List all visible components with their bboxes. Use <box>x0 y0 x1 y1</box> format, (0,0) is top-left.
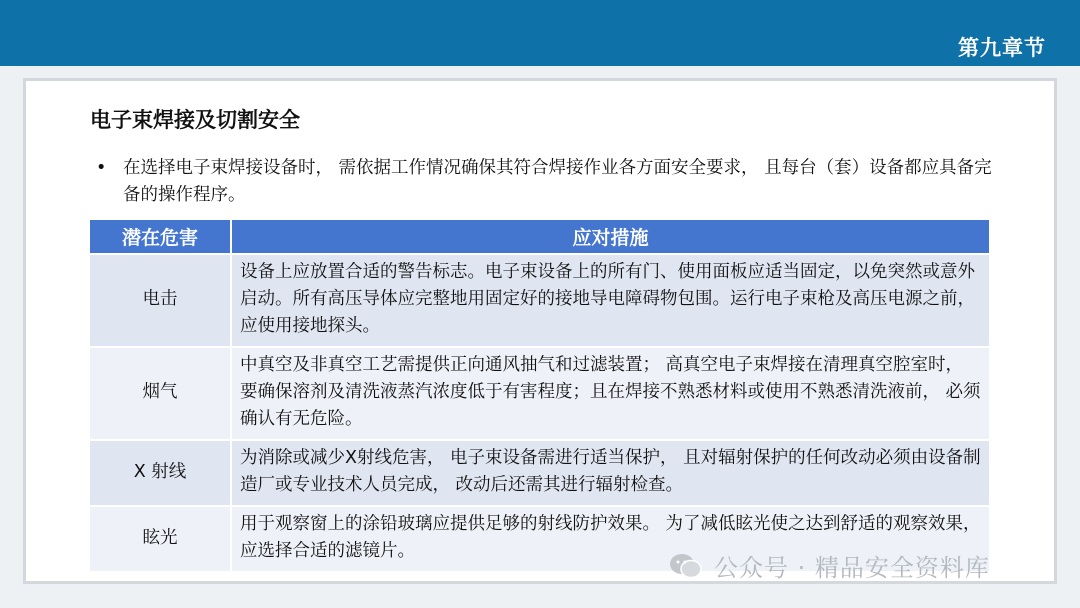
hazard-cell: 眩光 <box>90 507 230 571</box>
table-row <box>90 255 989 346</box>
slide-title: 电子束焊接及切割安全 <box>90 108 300 132</box>
wechat-icon <box>668 552 704 580</box>
header-hazard: 潜在危害 <box>90 220 230 253</box>
hazard-cell: 烟气 <box>90 348 230 439</box>
hazard-cell: 电击 <box>90 255 230 346</box>
bullet-dot-icon: • <box>96 158 107 178</box>
table-row <box>90 348 989 439</box>
chapter-label: 第九章节 <box>958 36 1046 60</box>
measure-cell: 设备上应放置合适的警告标志。电子束设备上的所有门、使用面板应适当固定，以免突然或意外启动。所有高压导体应完整地用固定好的接地导电障碍物包围。运行电子束枪及高压电源之前， 应使用接地探头。 <box>232 255 989 346</box>
table-header-row <box>90 220 989 253</box>
top-banner <box>0 0 1080 66</box>
table-row <box>90 441 989 505</box>
measure-cell: 为消除或减少X射线危害， 电子束设备需进行适当保护， 且对辐射保护的任何改动必须由设备制造厂或专业技术人员完成， 改动后还需其进行辐射检查。 <box>232 441 989 505</box>
hazard-cell: X 射线 <box>90 441 230 505</box>
measure-cell: 中真空及非真空工艺需提供正向通风抽气和过滤装置； 高真空电子束焊接在清理真空腔室时， 要确保溶剂及清洗液蒸汽浓度低于有害程度；且在焊接不熟悉材料或使用不熟悉清洗液前， 必须确认有无危险。 <box>232 348 989 439</box>
hazard-table <box>88 218 991 573</box>
bullet-text: 在选择电子束焊接设备时， 需依据工作情况确保其符合焊接作业各方面安全要求， 且每台（套）设备都应具备完备的操作程序。 <box>123 158 992 205</box>
watermark-text: 公众号 · 精品安全资料库 <box>714 554 990 582</box>
measure-cell: 用于观察窗上的涂铅玻璃应提供足够的射线防护效果。 为了减低眩光使之达到舒适的观察效果， 应选择合适的滤镜片。 <box>232 507 989 571</box>
header-measure: 应对措施 <box>232 220 989 253</box>
